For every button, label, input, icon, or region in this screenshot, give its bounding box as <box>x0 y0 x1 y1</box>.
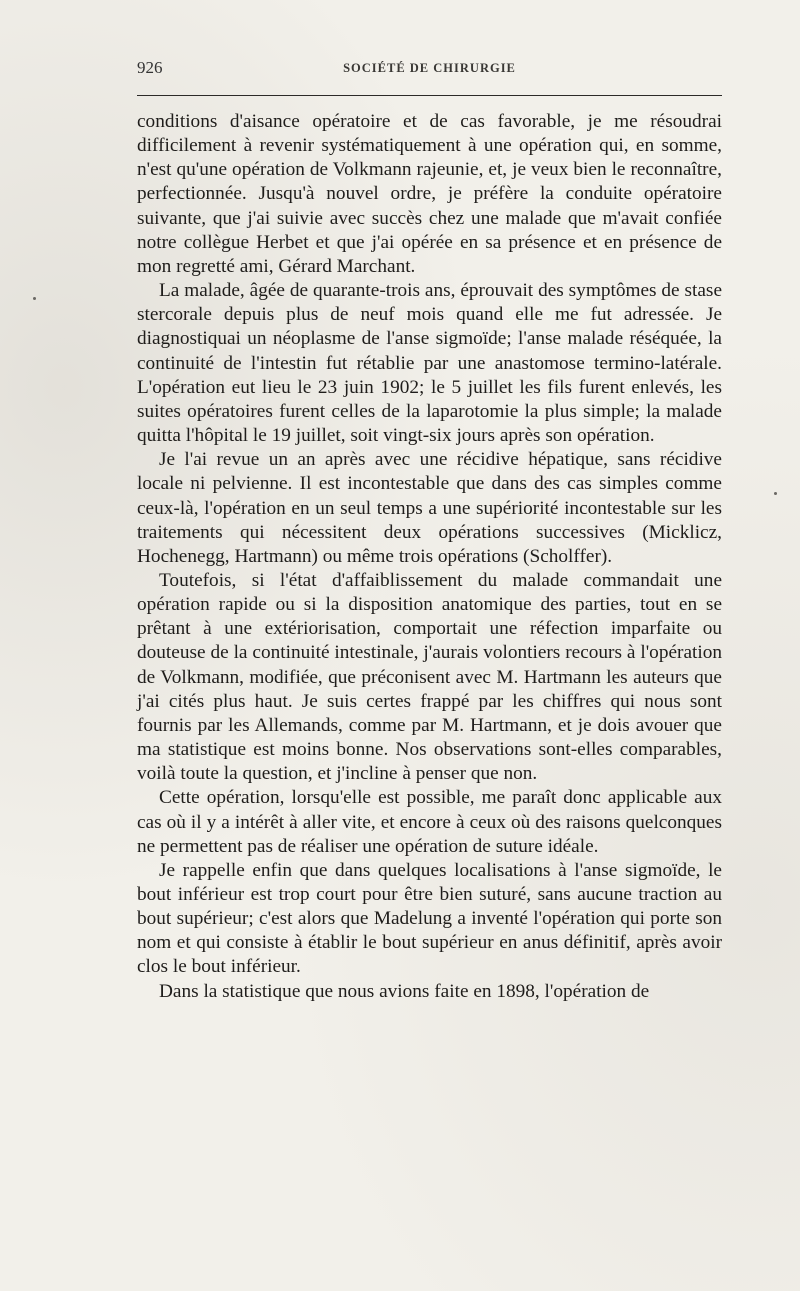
paragraph: La malade, âgée de quarante-trois ans, éprouvait des symptômes de stase stercorale depuis plus de neuf mois quand elle me fut adressée. Je diagnostiquai un néoplasme de l'anse sigmoïde; l'anse malade réséquée, la continuité de l'intestin fut rétablie par une anastomose termino-latérale. L'opération eut lieu le 23 juin 1902; le 5 juillet les fils furent enlevés, les suites opératoires furent celles de la laparotomie la plus simple; la malade quitta l'hôpital le 19 juillet, soit vingt-six jours après son opération. <box>137 280 722 447</box>
page-number: 926 <box>137 58 163 77</box>
body-text <box>137 110 722 1004</box>
paragraph: Je rappelle enfin que dans quelques localisations à l'anse sigmoïde, le bout inférieur est trop court pour être bien suturé, sans aucune traction au bout supérieur; c'est alors que Madelung a inventé l'opération qui porte son nom et qui consiste à établir le bout supérieur en anus définitif, après avoir clos le bout inférieur. <box>137 859 722 978</box>
page-header <box>137 58 722 82</box>
paragraph: Cette opération, lorsqu'elle est possible, me paraît donc applicable aux cas où il y a intérêt à aller vite, et encore à ceux où des raisons quelconques ne permettent pas de réaliser une opération de suture idéale. <box>137 787 722 857</box>
paragraph: Toutefois, si l'état d'affaiblissement du malade commandait une opération rapide ou si la disposition anatomique des parties, tout en se prêtant à une extériorisation, comportait une réfection imparfaite ou douteuse de la continuité intestinale, j'aurais volontiers recours à l'opération de Volkmann, modifiée, que préconisent avec M. Hartmann les auteurs que j'ai cités plus haut. Je suis certes frappé par les chiffres qui nous sont fournis par les Allemands, comme par M. Hartmann, et je dois avouer que ma statistique est moins bonne. Nos observations sont-elles comparables, voilà toute la question, et j'incline à penser que non. <box>137 569 722 785</box>
running-title: SOCIÉTÉ DE CHIRURGIE <box>343 61 516 75</box>
paragraph: Dans la statistique que nous avions faite en 1898, l'opération de <box>159 980 650 1002</box>
paragraph: Je l'ai revue un an après avec une récidive hépatique, sans récidive locale ni pelvienne. Il est incontestable que dans des cas simples comme ceux-là, l'opération en un seul temps a une supériorité incontestable sur les traitements qui nécessitent deux opérations successives (Micklicz, Hochenegg, Hartmann) ou même trois opérations (Scholffer). <box>137 449 722 567</box>
paragraph: conditions d'aisance opératoire et de cas favorable, je me résoudrai difficilement à revenir systématiquement à une opération qui, en somme, n'est qu'une opération de Volkmann rajeunie, et, je veux bien le reconnaître, perfectionnée. Jusqu'à nouvel ordre, je préfère la conduite opératoire suivante, que j'ai suivie avec succès chez une malade que m'avait confiée notre collègue Herbet et que j'ai opérée en sa présence et en présence de mon regretté ami, Gérard Marchant. <box>137 111 722 277</box>
header-rule <box>137 95 722 96</box>
margin-speck <box>33 297 36 300</box>
margin-speck <box>774 492 777 495</box>
